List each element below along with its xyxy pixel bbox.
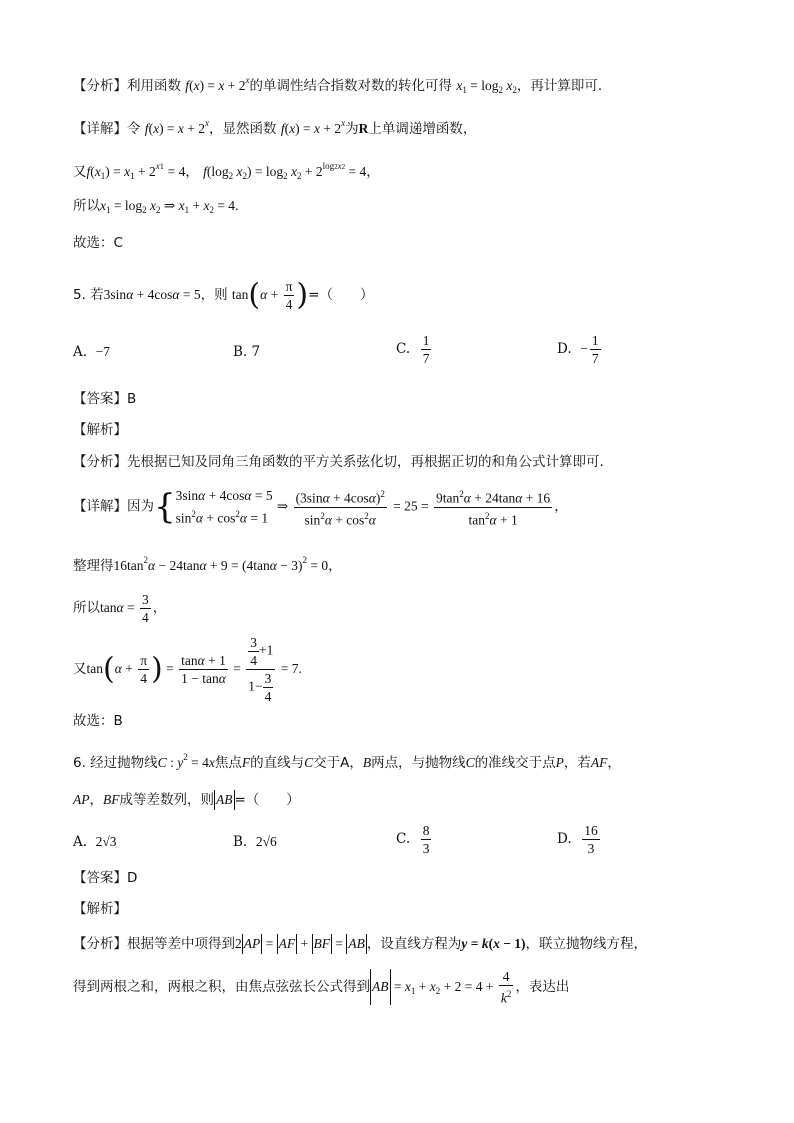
q5-option-d: D. − $\frac{1}{7}$ xyxy=(557,333,599,366)
q5-again: 又tan(α + $\frac{\pi}{4}$ ) = $\frac{\tan\alpha + 1}{1 - \tan\alpha}$ = $\frac{3}{4}$ +1 1− $\frac{3}{4}$ = 7. xyxy=(73,635,302,704)
q5-answer: 【答案】B xyxy=(73,391,137,407)
q4-line3: 又$f(x_1) = x_1 + 2^{x1} = 4$， $f(\log_2$ $x_2) = \log_2 x_2 + 2^{log2x2} = 4$， xyxy=(73,161,380,181)
q6-option-b: B. 2√6 xyxy=(233,834,277,850)
q6-stem-line2: AP，BF成等差数列，则 AB =（ ） xyxy=(73,792,300,808)
q6-answer: 【答案】D xyxy=(73,870,138,886)
q6-stem-line1: 6. 经过抛物线C : $y^2 = 4x$焦点F的直线与C交于A，B两点，与抛物线C的准线交于点P，若AF， xyxy=(73,752,621,771)
q4-detail-line: 【详解】令 $f(x) = x + 2^x$，显然函数 $f(x) = x + 2^x$为R上单调递增函数， xyxy=(73,118,477,137)
q5-detail: 【详解】因为{ 3sinα + 4cosα = 5 $\sin^2\alpha + \cos^2\alpha = 1$ ⇒ $\frac{(3\sin\alpha + 4\cos\alpha)^2}{\sin^2\alpha + \cos^2\alpha}$ = 25 = $\frac{9\tan^2\alpha + 24\tan\alpha + 16}{\tan^2\alpha + 1}$ ， xyxy=(73,487,568,527)
q6-analysis-line1: 【分析】根据等差中项得到2 AP = AF + BF = AB ，设直线方程为y = k(x − 1)，联立抛物线方程， xyxy=(73,936,648,952)
q4-analysis-line: 【分析】利用函数 $f(x) = x + 2^x$的单调性结合指数对数的转化可得 $x_1 = \log_2 x_2$，再计算即可. xyxy=(73,75,603,95)
q5-option-c: C. $\frac{1}{7}$ xyxy=(396,333,430,366)
q5-option-b: B. 7 xyxy=(233,344,261,360)
q6-option-d: D. $\frac{16}{3}$ xyxy=(557,823,598,856)
q5-option-a: A. −7 xyxy=(73,344,111,360)
q5-jiexi: 【解析】 xyxy=(73,422,127,438)
q5-so: 所以tanα = $\frac{3}{4}$ ， xyxy=(73,592,167,625)
q5-tidy: 整理得$16\tan^2\alpha - 24\tan\alpha + 9 = (4\tan\alpha - 3)^2 = 0$， xyxy=(73,555,342,574)
q4-choice: 故选：C xyxy=(73,235,123,251)
q6-option-a: A. 2√3 xyxy=(73,834,117,850)
q6-option-c: C. $\frac{8}{3}$ xyxy=(396,823,430,856)
q4-line4: 所以$x_1 = \log_2 x_2$ ⇒ $x_1 + x_2 = 4$. xyxy=(73,198,239,215)
q6-analysis-line2: 得到两根之和，两根之积，由焦点弦弦长公式得到 AB = $x_1 + x_2 + 2 = 4$ + $\frac{4}{k^2}$ ，表达出 xyxy=(73,969,570,1006)
q5-analysis: 【分析】先根据已知及同角三角函数的平方关系弦化切，再根据正切的和角公式计算即可. xyxy=(73,454,604,470)
q6-jiexi: 【解析】 xyxy=(73,901,127,917)
q5-stem: 5. 若3sinα + 4cosα = 5，则 tan(α + $\frac{\pi}{4}$ )=（ ） xyxy=(73,277,374,313)
analysis-tag: 【分析】 xyxy=(73,78,127,94)
q5-choice: 故选：B xyxy=(73,713,123,729)
